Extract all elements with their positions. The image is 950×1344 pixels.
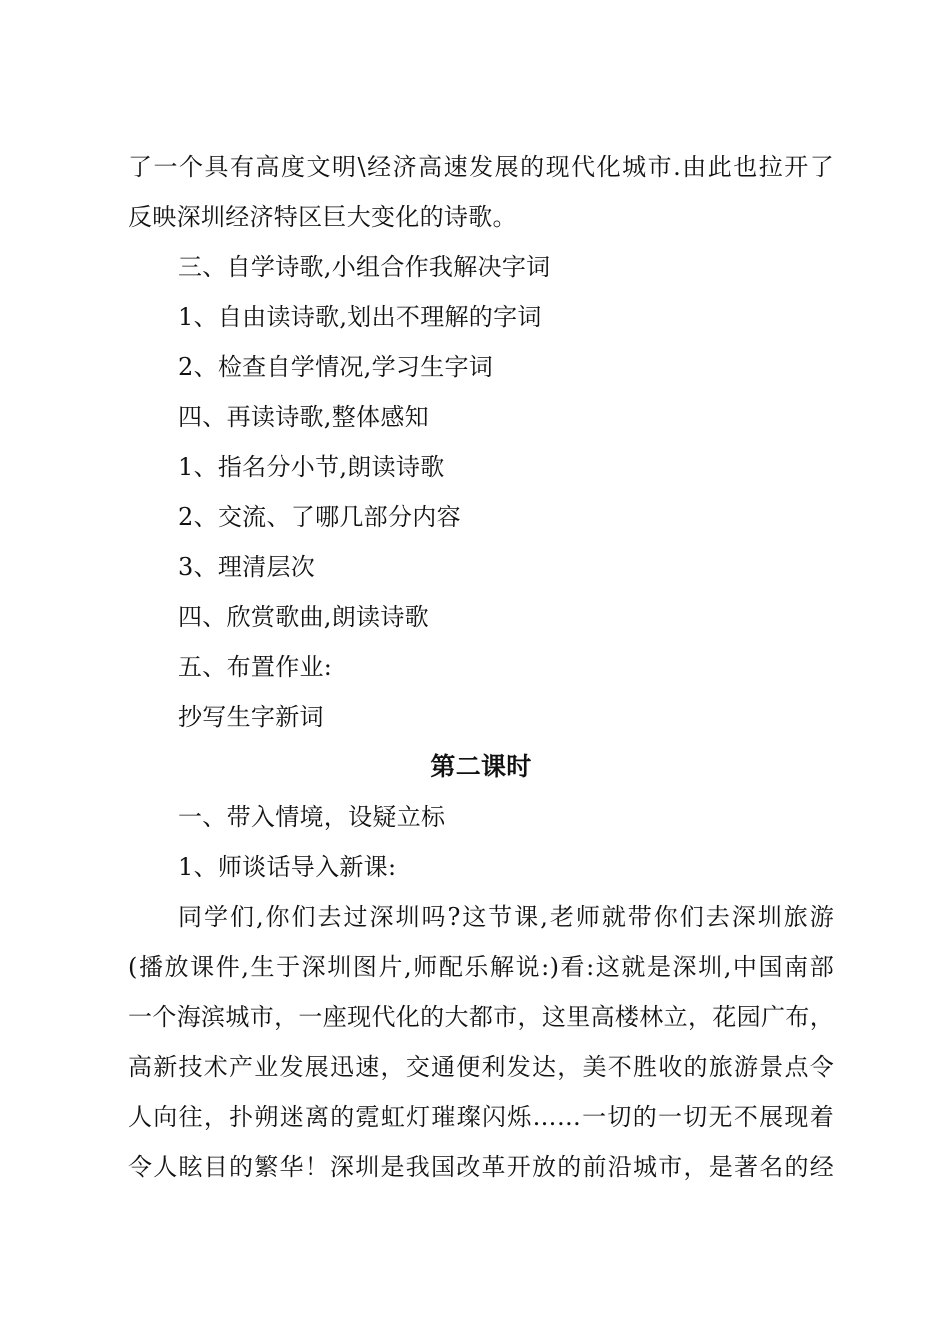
list-item: 1、自由读诗歌,划出不理解的字词 bbox=[178, 303, 542, 331]
document-body bbox=[128, 142, 834, 1192]
paragraph-line: 一个海滨城市，一座现代化的大都市，这里高楼林立，花园广布， bbox=[128, 1003, 834, 1031]
list-item: 四、再读诗歌,整体感知 bbox=[178, 403, 429, 431]
list-item: 一、带入情境，设疑立标 bbox=[178, 803, 446, 831]
paragraph-line: (播放课件,生于深圳图片,师配乐解说:)看:这就是深圳,中国南部 bbox=[128, 953, 834, 981]
list-item: 抄写生字新词 bbox=[178, 703, 324, 731]
paragraph-line: 高新技术产业发展迅速，交通便利发达，美不胜收的旅游景点令 bbox=[128, 1053, 834, 1081]
list-item: 三、自学诗歌,小组合作我解决字词 bbox=[178, 253, 551, 281]
list-item: 2、交流、了哪几部分内容 bbox=[178, 503, 461, 531]
paragraph-line: 人向往，扑朔迷离的霓虹灯璀璨闪烁……一切的一切无不展现着 bbox=[128, 1103, 834, 1131]
paragraph-line: 令人眩目的繁华！深圳是我国改革开放的前沿城市，是著名的经 bbox=[128, 1153, 834, 1181]
list-item: 1、师谈话导入新课: bbox=[178, 853, 397, 881]
list-item: 四、欣赏歌曲,朗读诗歌 bbox=[178, 603, 429, 631]
list-item: 2、检查自学情况,学习生字词 bbox=[178, 353, 494, 381]
paragraph-line: 同学们,你们去过深圳吗?这节课,老师就带你们去深圳旅游 bbox=[178, 903, 834, 931]
paragraph-line: 反映深圳经济特区巨大变化的诗歌。 bbox=[128, 203, 517, 231]
list-item: 1、指名分小节,朗读诗歌 bbox=[178, 453, 445, 481]
list-item: 五、布置作业: bbox=[178, 653, 333, 681]
paragraph-line: 了一个具有高度文明\经济高速发展的现代化城市.由此也拉开了 bbox=[128, 153, 834, 181]
section-heading: 第二课时 bbox=[430, 752, 532, 781]
list-item: 3、理清层次 bbox=[178, 553, 316, 581]
